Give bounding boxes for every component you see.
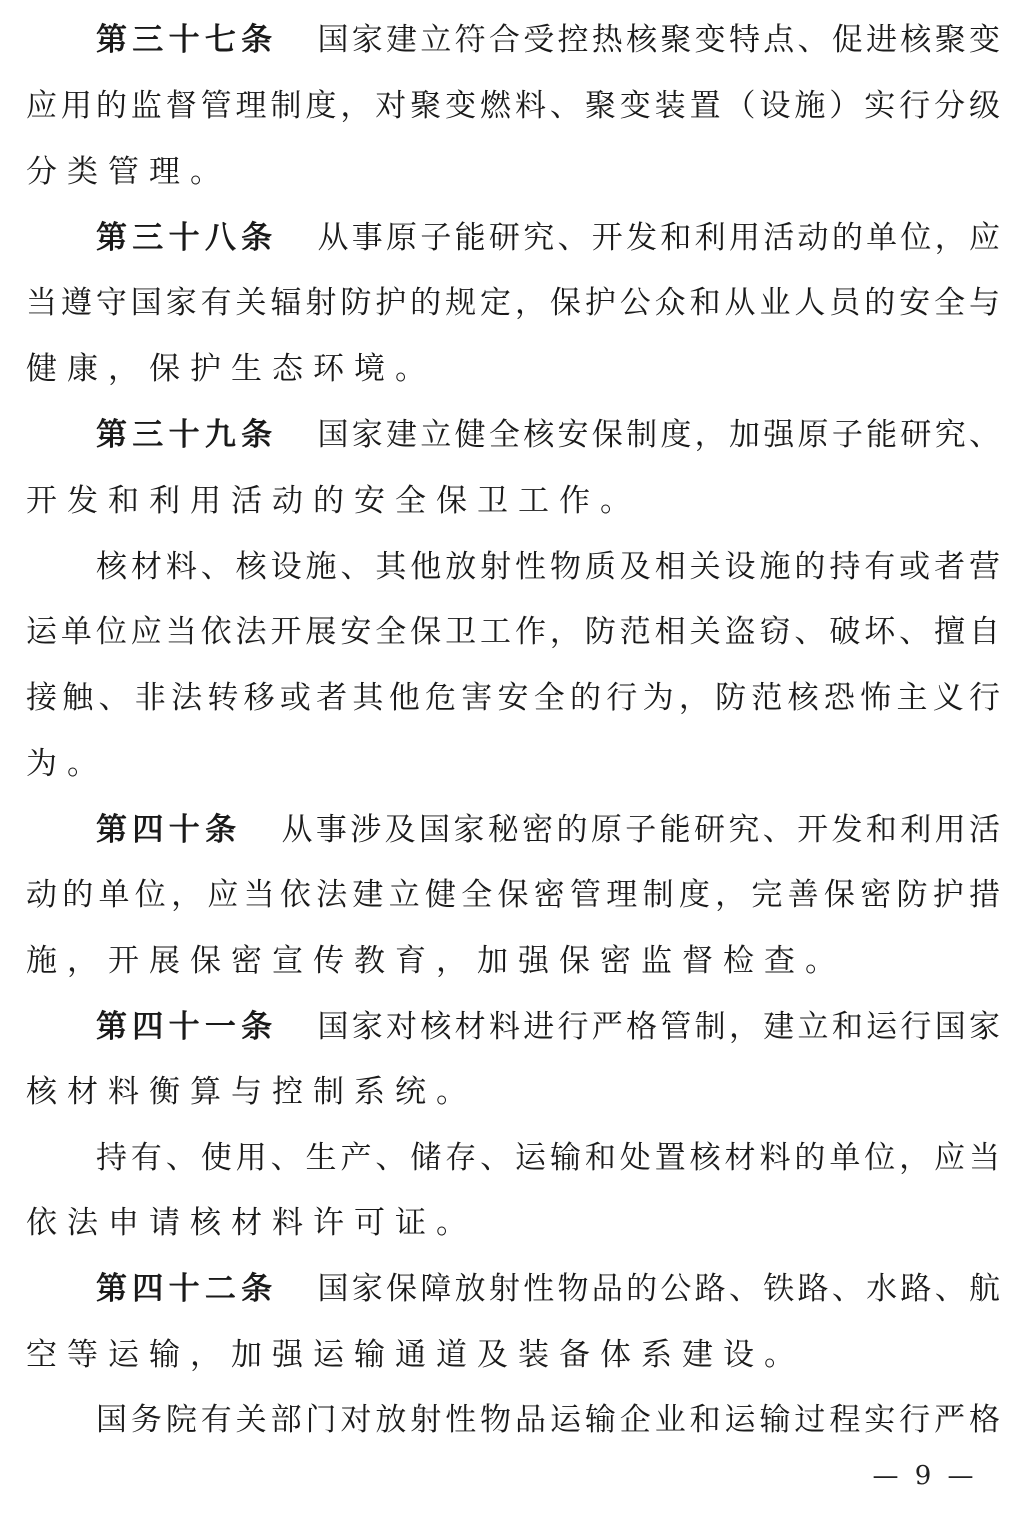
line-text: 健康，保护生态环境。: [26, 351, 436, 387]
line-text: 国家保障放射性物品的公路、铁路、水路、航: [317, 1271, 1000, 1307]
line-text: 应用的监督管理制度，对聚变燃料、聚变装置（设施）实行分级: [26, 88, 1000, 124]
page-number: — 9 —: [872, 1461, 978, 1491]
paragraph-line: [96, 216, 1000, 260]
line-text: 从事涉及国家秘密的原子能研究、开发和利用活: [281, 812, 1000, 848]
line-text: 当遵守国家有关辐射防护的规定，保护公众和从业人员的安全与: [26, 285, 1000, 321]
line-text: 为。: [26, 746, 108, 782]
line-text: 核材料衡算与控制系统。: [26, 1074, 477, 1110]
line-text: 开发和利用活动的安全保卫工作。: [26, 483, 641, 519]
paragraph-line: [26, 281, 1000, 325]
line-text: 国务院有关部门对放射性物品运输企业和运输过程实行严格: [96, 1402, 1000, 1438]
line-text: 动的单位，应当依法建立健全保密管理制度，完善保密防护措: [26, 877, 1000, 913]
paragraph-line: [26, 479, 1000, 523]
paragraph-line: [96, 413, 1000, 457]
paragraph-line: [26, 1070, 1000, 1114]
paragraph-line: [26, 873, 1000, 917]
line-text: 国家建立健全核安保制度，加强原子能研究、: [317, 417, 1000, 453]
paragraph-line: [26, 742, 1000, 786]
paragraph-line: [96, 1005, 1000, 1049]
article-heading: 第四十一条: [96, 1009, 278, 1045]
paragraph-line: [96, 808, 1000, 852]
article-heading: 第三十八条: [96, 220, 278, 256]
article-heading: 第三十七条: [96, 22, 278, 58]
paragraph-line: [96, 1398, 1000, 1442]
paragraph-line: [26, 939, 1000, 983]
paragraph-line: [26, 1333, 1000, 1377]
paragraph-line: [26, 150, 1000, 194]
paragraph-line: [96, 1136, 1000, 1180]
paragraph-line: [96, 545, 1000, 589]
line-text: 从事原子能研究、开发和利用活动的单位，应: [317, 220, 1000, 256]
paragraph-line: [26, 84, 1000, 128]
line-text: 施，开展保密宣传教育，加强保密监督检查。: [26, 943, 846, 979]
line-text: 分类管理。: [26, 154, 231, 190]
paragraph-line: [26, 1201, 1000, 1245]
article-heading: 第四十条: [96, 812, 242, 848]
article-heading: 第三十九条: [96, 417, 278, 453]
line-text: 依法申请核材料许可证。: [26, 1205, 477, 1241]
paragraph-line: [26, 676, 1000, 720]
line-text: 国家对核材料进行严格管制，建立和运行国家: [317, 1009, 1000, 1045]
article-heading: 第四十二条: [96, 1271, 278, 1307]
line-text: 国家建立符合受控热核聚变特点、促进核聚变: [317, 22, 1000, 58]
paragraph-line: [26, 347, 1000, 391]
line-text: 核材料、核设施、其他放射性物质及相关设施的持有或者营: [96, 549, 1000, 585]
line-text: 接触、非法转移或者其他危害安全的行为，防范核恐怖主义行: [26, 680, 1000, 716]
line-text: 空等运输，加强运输通道及装备体系建设。: [26, 1337, 805, 1373]
line-text: 持有、使用、生产、储存、运输和处置核材料的单位，应当: [96, 1140, 1000, 1176]
paragraph-line: [96, 18, 1000, 62]
paragraph-line: [96, 1267, 1000, 1311]
line-text: 运单位应当依法开展安全保卫工作，防范相关盗窃、破坏、擅自: [26, 614, 1000, 650]
paragraph-line: [26, 610, 1000, 654]
